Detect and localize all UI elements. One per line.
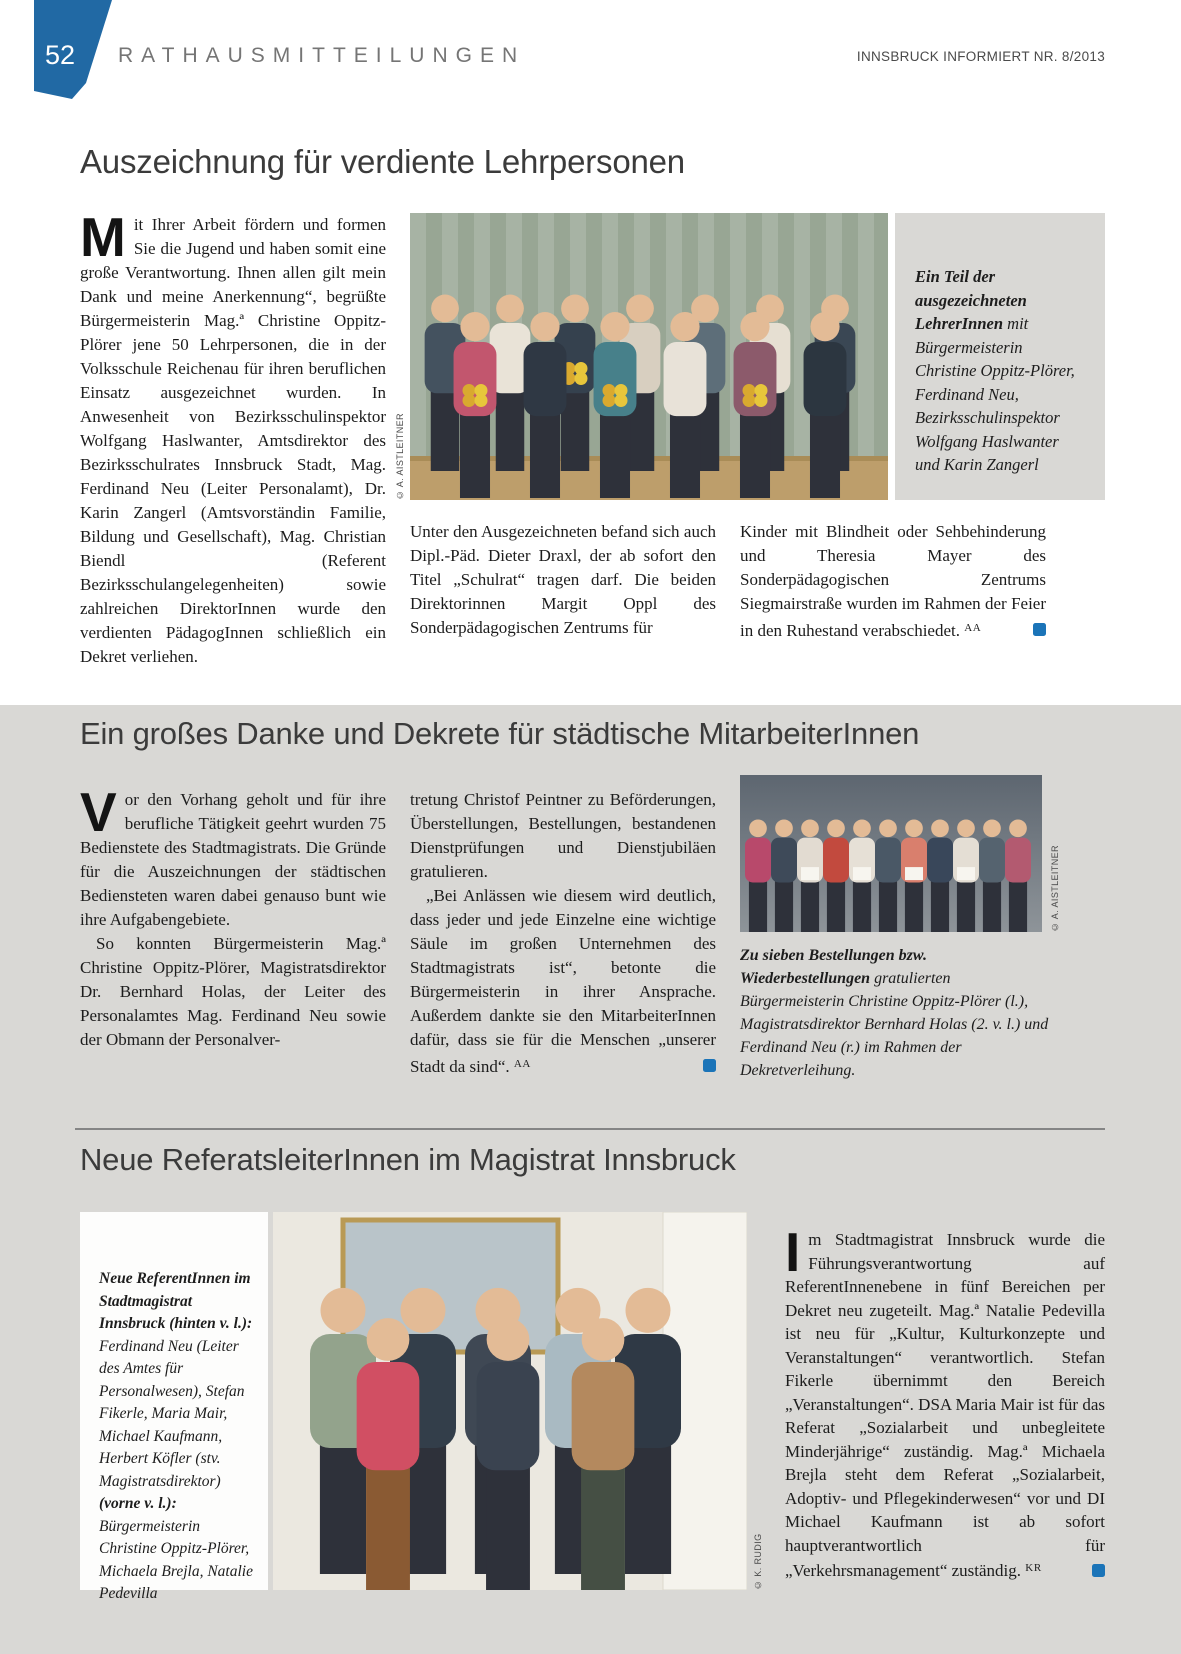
- article3-body-text: m Stadtmagistrat Innsbruck wurde die Führungsverantwortung auf ReferentInnenebene in fünf Bereichen per Dekret neu zugeteilt. Mag.ª Natalie Pedevilla ist neu für „Kultur, Kulturkonzepte und Veranstaltungen“ verantwortlich. Stefan Fikerle übernimmt den Bereich „Veranstaltungen“. DSA Maria Mair ist für das Referat „Sozialarbeit und unbegleitete Minderjährige“ zuständig. Mag.ª Michaela Brejla steht dem Referat „Sozialarbeit, Adoptiv- und Pflegekinderwesen“ vor und DI Michael Kaufmann ist ab sofort hauptverantwortlich für „Verkehrsmanagement“ zuständig.: [785, 1230, 1105, 1580]
- article3-caption-bold2: (vorne v. l.):: [99, 1495, 177, 1512]
- article1-title: Auszeichnung für verdiente Lehrpersonen: [80, 143, 685, 180]
- page-number: 52: [45, 40, 76, 70]
- article1-caption: [895, 213, 1105, 500]
- article3-caption-text1: Ferdinand Neu (Leiter des Amtes für Personalwesen), Stefan Fikerle, Maria Mair, Michael Kaufmann, Herbert Köfler (stv. Magistratsdirektor): [99, 1337, 245, 1490]
- article2-caption: [740, 944, 1052, 1082]
- section-title: RATHAUSMITTEILUNGEN: [118, 44, 526, 67]
- article3-photo: [273, 1212, 747, 1590]
- article3-photo-credit: © K. RUDIG: [753, 1533, 763, 1590]
- endmark-square: [703, 1059, 716, 1072]
- article1-column1: [80, 206, 386, 669]
- article1-dropcap: M: [80, 206, 126, 268]
- article1-photo-credit: © A. AISTLEITNER: [395, 413, 405, 500]
- article1-photo: [410, 213, 888, 500]
- article2-photo: [740, 775, 1042, 932]
- endmark-square: [1033, 623, 1046, 636]
- article2-caption-bold: Zu sieben Bestellungen bzw. Wiederbestellungen: [740, 947, 927, 987]
- article3-dropcap: I: [785, 1221, 801, 1283]
- article2-col1-p2: So konnten Bürgermeisterin Mag.ª Christine Oppitz-Plörer, Magistratsdirektor Dr. Bernhard Holas, der Leiter des Personalamtes Mag. Ferdinand Neu sowie der Obmann der Personalver-: [80, 934, 386, 1049]
- article1-caption-rest: mit Bürgermeisterin Christine Oppitz-Plörer, Ferdinand Neu, Bezirksschulinspektor Wolfgang Haslwanter und Karin Zangerl: [915, 314, 1075, 474]
- article1-col3-text: Kinder mit Blindheit oder Sehbehinderung und Theresia Mayer des Sonderpädagogischen Zentrums Siegmairstraße wurden im Rahmen der Feier in den Ruhestand verabschiedet.: [740, 522, 1046, 640]
- article2-author-initials: AA: [513, 1058, 531, 1070]
- article2-col2-p2: „Bei Anlässen wie diesem wird deutlich, dass jeder und jede Einzelne eine wichtige Säule im großen Unternehmen des Stadtmagistrats ist“, betonte die Bürgermeisterin in ihrer Ansprache. Außerdem dankte sie den MitarbeiterInnen dafür, dass sie für die Menschen „unserer Stadt da sind“.: [410, 886, 716, 1076]
- endmark-square: [1092, 1564, 1105, 1577]
- article1-col1-text: it Ihrer Arbeit fördern und formen Sie die Jugend und haben somit eine große Verantwortung. Ihnen allen gilt mein Dank und meine Anerkennung“, begrüßte Bürgermeisterin Mag.ª Christine Oppitz-Plörer jene 50 Lehrpersonen, die in der Volksschule Reichenau für ihren beruflichen Einsatz ausgezeichnet wurden. In Anwesenheit von Bezirksschulinspektor Wolfgang Haslwanter, Amtsdirektor des Bezirksschulrates Innsbruck Stadt, Mag. Ferdinand Neu (Leiter Personalamt), Dr. Karin Zangerl (Amtsvorständin Familie, Bildung und Gesellschaft), Mag. Christian Biendl (Referent Bezirksschulangelegenheiten) sowie zahlreichen DirektorInnen wurde den verdienten PädagogInnen schließlich ein Dekret verliehen.: [80, 215, 386, 666]
- section-divider-rule: [75, 1128, 1105, 1130]
- article3-caption-text2: Bürgermeisterin Christine Oppitz-Plörer, Michaela Brejla, Natalie Pedevilla: [99, 1517, 253, 1602]
- article2-title: Ein großes Danke und Dekrete für städtische MitarbeiterInnen: [80, 716, 920, 751]
- article3-body-column: [785, 1221, 1105, 1583]
- issue-title: INNSBRUCK INFORMIERT NR. 8/2013: [856, 49, 1105, 64]
- article1-column2: [410, 520, 716, 640]
- article1-column3: [740, 520, 1046, 643]
- article1-col2-text: Unter den Ausgezeichneten befand sich auch Dipl.-Päd. Dieter Draxl, der ab sofort den Titel „Schulrat“ tragen darf. Die beiden Direktorinnen Margit Oppl des Sonderpädagogischen Zentrums für: [410, 522, 716, 637]
- article2-column2: [410, 788, 716, 1079]
- article2-col1-p1: or den Vorhang geholt und für ihre berufliche Tätigkeit geehrt wurden 75 Bedienstete des Stadtmagistrats. Die Gründe für die Auszeichnungen der städtischen Bediensteten waren dabei genauso bunt wie ihre Aufgabengebiete.: [80, 790, 386, 929]
- article3-caption-bold1: Neue ReferentInnen im Stadtmagistrat Innsbruck (hinten v. l.):: [99, 1270, 253, 1332]
- article2-dropcap: V: [80, 781, 117, 843]
- article2-photo-credit: © A. AISTLEITNER: [1050, 845, 1060, 932]
- article1-author-initials: AA: [964, 622, 982, 634]
- article2-col2-p1: tretung Christof Peintner zu Beförderungen, Überstellungen, Bestellungen, bestandenen Dienstprüfungen und Dienstjubiläen gratulieren.: [410, 790, 716, 881]
- article3-caption: [80, 1212, 268, 1602]
- article3-title: Neue ReferatsleiterInnen im Magistrat Innsbruck: [80, 1142, 736, 1177]
- article3-author-initials: KR: [1025, 1562, 1042, 1574]
- article2-column1: [80, 781, 386, 1052]
- article1-caption-bold: Ein Teil der ausgezeichneten LehrerInnen: [915, 267, 1027, 333]
- article2-caption-rest: gratulierten Bürgermeisterin Christine Oppitz-Plörer (l.), Magistratsdirektor Bernhard Holas (2. v. l.) und Ferdinand Neu (r.) im Rahmen der Dekretverleihung.: [740, 970, 1049, 1079]
